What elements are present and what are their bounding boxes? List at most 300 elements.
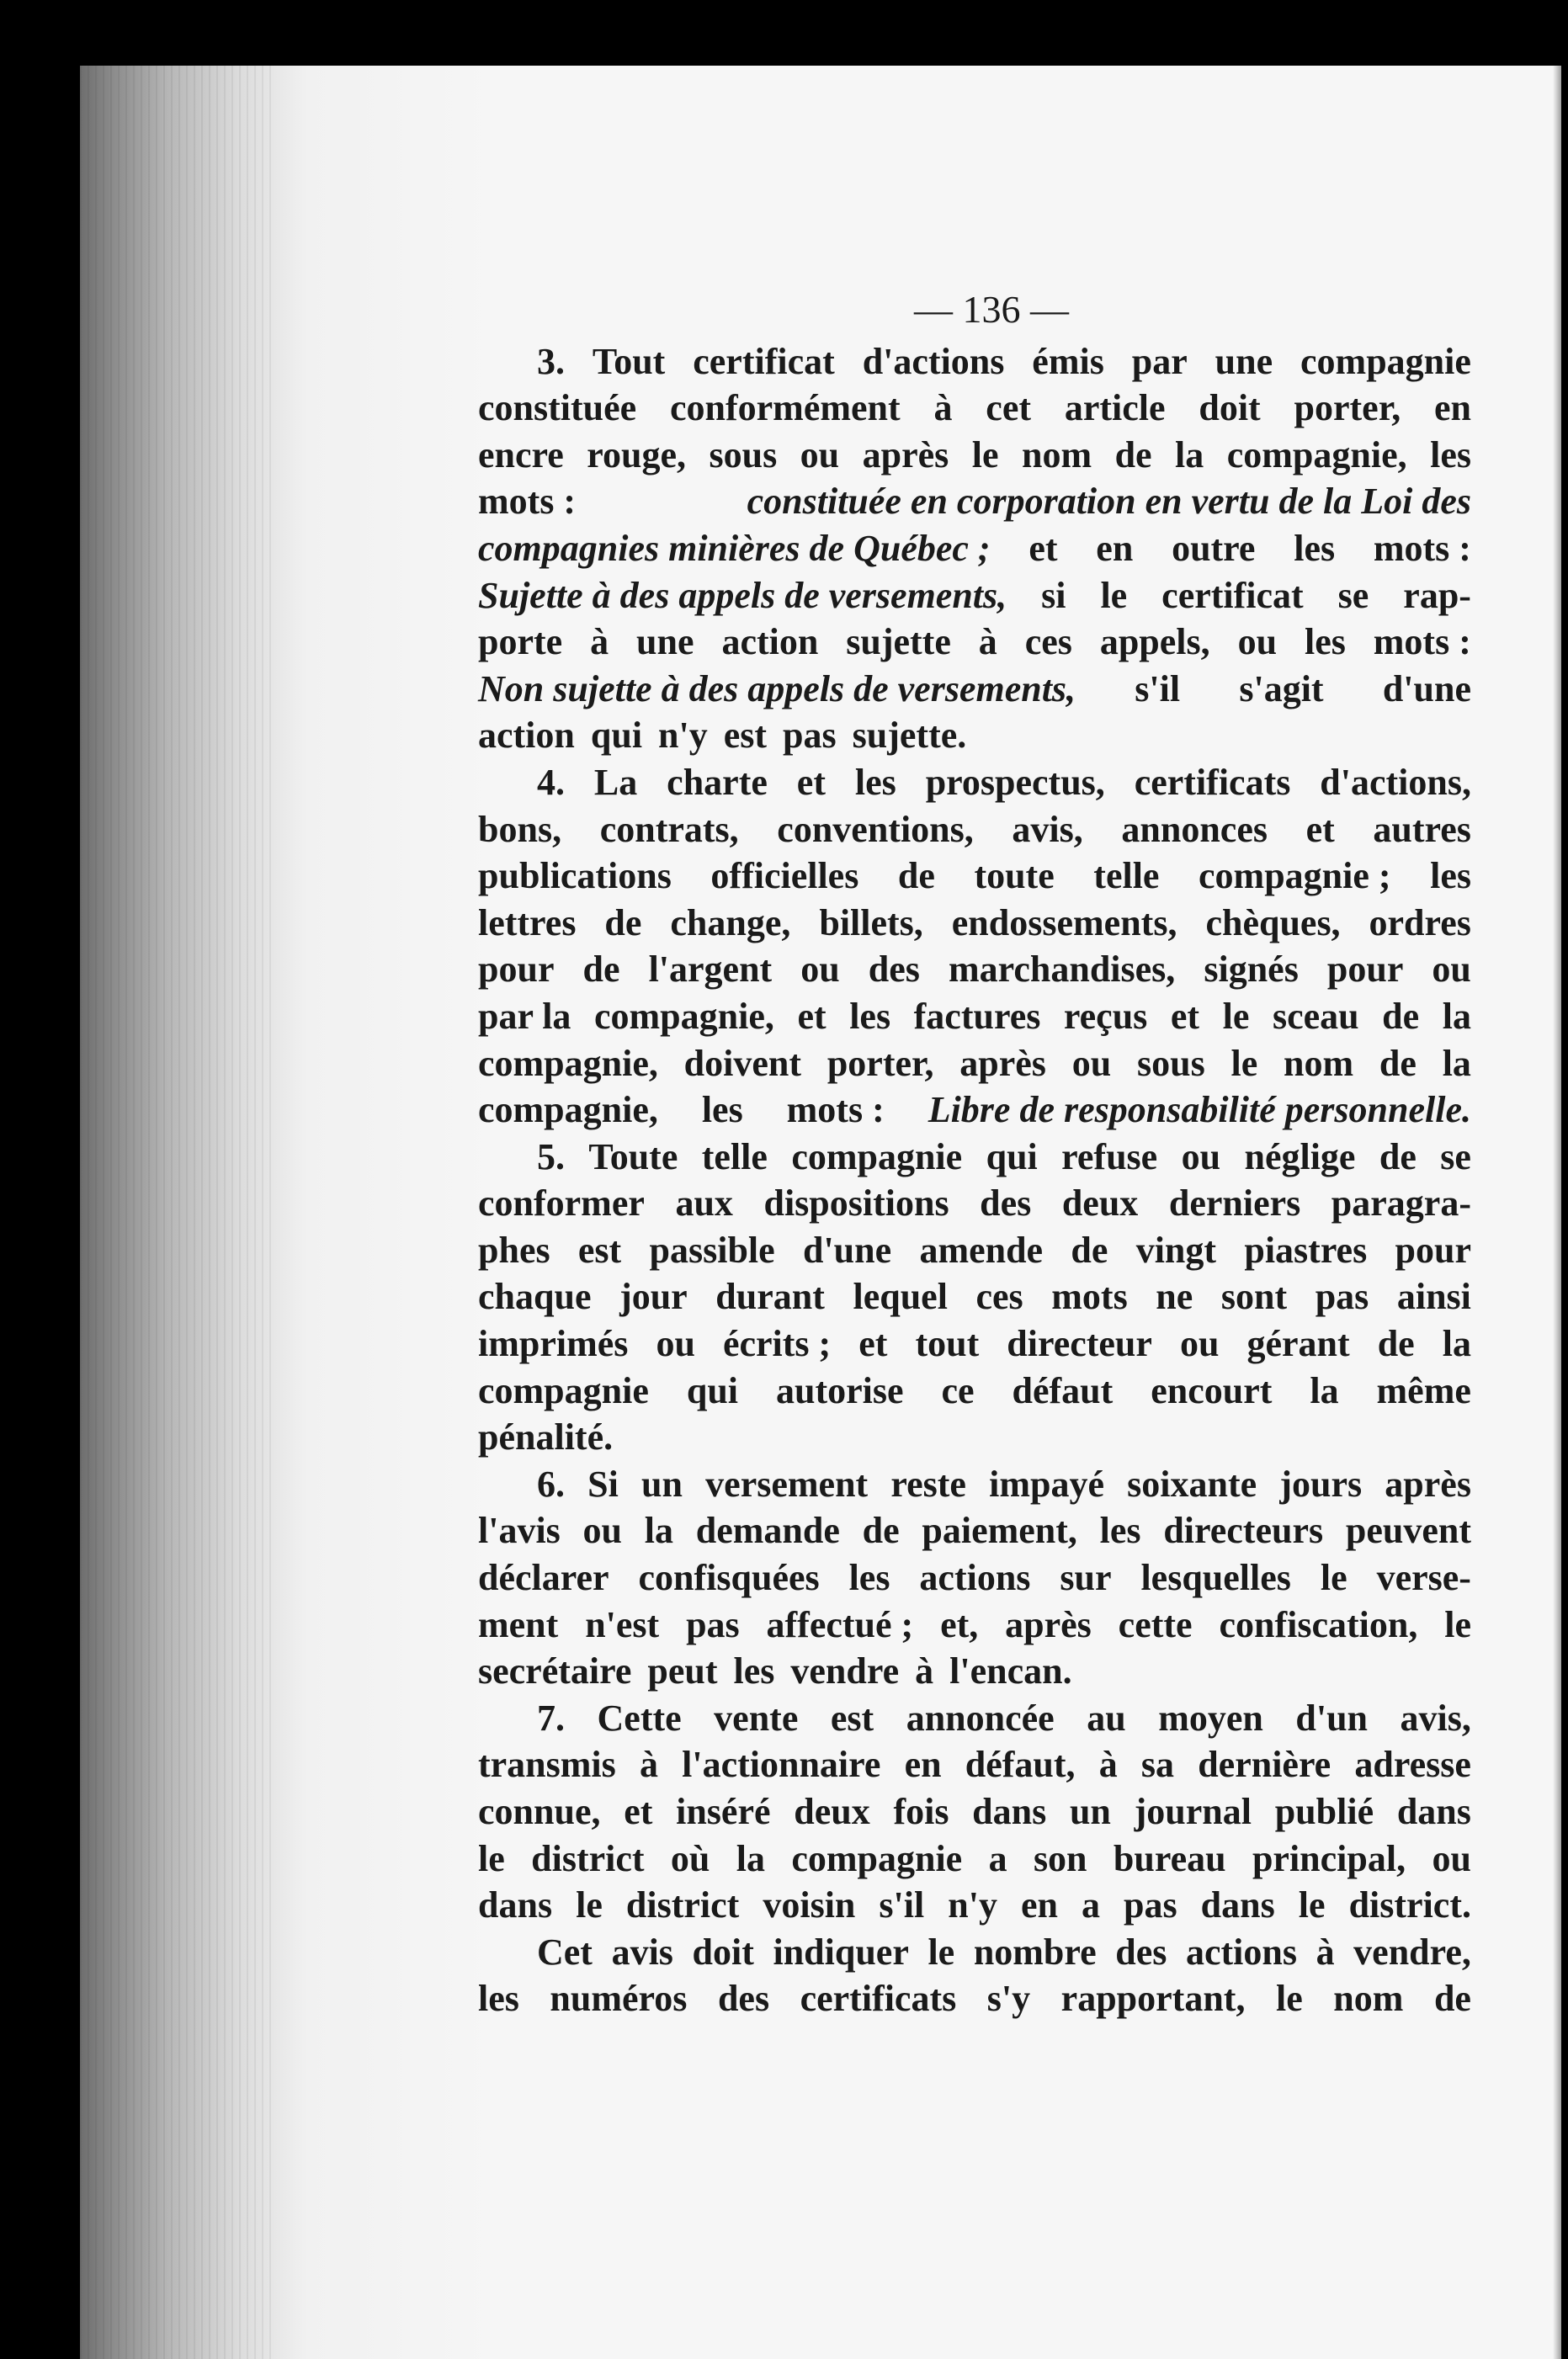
word: à	[1098, 1744, 1118, 1786]
word: action	[721, 621, 819, 663]
word: encourt	[1151, 1369, 1273, 1411]
word: sa	[1140, 1744, 1175, 1786]
word: officielles	[710, 855, 859, 897]
word: de	[1379, 1042, 1417, 1084]
word: le	[1275, 1978, 1303, 2020]
word: jours	[1279, 1463, 1363, 1505]
word: un	[1069, 1791, 1111, 1832]
word: les	[1304, 621, 1346, 663]
word: des	[717, 1978, 770, 2020]
word: compagnie,	[478, 1042, 658, 1084]
word: pas	[686, 1603, 740, 1645]
word: de	[604, 901, 642, 943]
word: sous	[709, 433, 778, 476]
word: le	[971, 433, 999, 476]
word: confisquées	[638, 1557, 820, 1599]
word: peuvent	[1345, 1510, 1471, 1552]
word: sceau	[1272, 995, 1359, 1037]
word: cette	[1118, 1603, 1193, 1645]
word: passible	[649, 1229, 775, 1271]
word: dans	[972, 1791, 1047, 1832]
word: reste	[890, 1463, 966, 1505]
word: chaque	[478, 1276, 592, 1318]
page-text-block	[478, 286, 1471, 2022]
word: phes	[478, 1229, 550, 1271]
word: par	[1131, 340, 1188, 382]
word: nom	[1021, 433, 1092, 476]
word: le	[1444, 1603, 1471, 1645]
word: article	[1064, 387, 1166, 429]
text-line	[478, 1836, 1471, 1883]
word: n'y	[948, 1884, 997, 1926]
word: la	[1442, 995, 1471, 1037]
word: derniers	[1168, 1182, 1301, 1225]
word: fois	[893, 1791, 949, 1832]
word: actions	[1185, 1931, 1297, 1973]
word: mots :	[786, 1089, 885, 1131]
word: à	[1316, 1931, 1335, 1973]
word: rap-	[1403, 574, 1471, 616]
word: sujette	[846, 621, 951, 663]
word: ou	[1432, 948, 1471, 991]
word: connue,	[478, 1791, 601, 1832]
page-number: — 136 —	[914, 288, 1069, 331]
word: verse-	[1376, 1557, 1471, 1599]
word: après	[959, 1042, 1046, 1084]
word: 6.	[537, 1463, 565, 1505]
word: pour	[1326, 948, 1404, 991]
word: après	[1005, 1603, 1092, 1645]
word: annonces	[1121, 808, 1268, 850]
word: des	[980, 1182, 1032, 1225]
word: compagnie ;	[1199, 855, 1391, 897]
word: l'avis	[478, 1510, 561, 1552]
word: le	[576, 1884, 603, 1926]
text-line	[478, 1087, 1471, 1134]
text-line	[478, 993, 1471, 1040]
word: ainsi	[1396, 1276, 1471, 1318]
text-line	[478, 1227, 1471, 1274]
word: ce	[941, 1369, 975, 1411]
word: dans	[1396, 1791, 1471, 1832]
word: le	[1222, 995, 1250, 1037]
word: le	[1298, 1884, 1326, 1926]
text-line	[478, 1648, 1471, 1695]
word: de	[1433, 1978, 1471, 2020]
text-line	[478, 619, 1471, 666]
word: pas	[1124, 1884, 1177, 1926]
text-line	[478, 1368, 1471, 1415]
text-line	[478, 1695, 1471, 1742]
word: constituée en corporation en vertu de la Loi des	[747, 481, 1471, 523]
word: d'actions	[862, 340, 1005, 382]
word: d'actions,	[1320, 761, 1471, 803]
word: versement	[705, 1463, 869, 1505]
word: les	[478, 1978, 519, 2020]
word: ou	[800, 948, 840, 991]
text-line	[478, 1882, 1471, 1929]
word: pas	[1315, 1276, 1369, 1318]
word: prospectus,	[925, 761, 1105, 803]
text-line	[478, 525, 1471, 572]
text-line	[478, 1554, 1471, 1602]
word: l'actionnaire	[682, 1744, 881, 1786]
word: la	[736, 1837, 765, 1879]
word: La	[593, 761, 638, 803]
word: appels,	[1099, 621, 1210, 663]
word: bureau	[1113, 1837, 1226, 1879]
word: contrats,	[599, 808, 739, 850]
page-edge-shadow	[1553, 66, 1561, 2359]
word: nom	[1284, 1042, 1354, 1084]
word: Libre de responsabilité personnelle.	[928, 1089, 1471, 1131]
word: qui	[986, 1135, 1038, 1177]
word: se	[1440, 1135, 1471, 1177]
text-line	[478, 572, 1471, 619]
word: Si	[587, 1463, 619, 1505]
word: compagnie	[1300, 340, 1471, 382]
text-line	[478, 1040, 1471, 1087]
word: 7.	[537, 1697, 565, 1739]
word: porte	[478, 621, 563, 663]
word: des	[1115, 1931, 1167, 1973]
word: est	[577, 1229, 622, 1271]
word: secrétaire peut les vendre à l'encan.	[478, 1650, 1072, 1692]
word: ces	[975, 1276, 1023, 1318]
paragraph-lines	[478, 338, 1471, 2022]
word: lesquelles	[1140, 1557, 1291, 1599]
word: bons,	[478, 808, 562, 850]
word: une	[1215, 340, 1273, 382]
word: de	[1379, 1135, 1417, 1177]
text-line	[478, 1461, 1471, 1508]
word: et	[797, 995, 827, 1037]
text-line	[478, 385, 1471, 432]
word: son	[1033, 1837, 1087, 1879]
word: les	[849, 995, 891, 1037]
word: la	[1310, 1369, 1339, 1411]
word: action qui n'y est pas sujette.	[478, 715, 967, 757]
word: 4.	[537, 761, 565, 803]
word: rapportant,	[1060, 1978, 1246, 2020]
word: les	[1099, 1510, 1141, 1552]
word: avis	[611, 1931, 673, 1973]
word: annoncée	[906, 1697, 1055, 1739]
word: le	[1100, 574, 1128, 616]
word: se	[1337, 574, 1369, 616]
word: adresse	[1354, 1744, 1471, 1786]
word: amende	[919, 1229, 1044, 1271]
word: et,	[940, 1603, 979, 1645]
word: aux	[675, 1182, 733, 1225]
word: factures	[913, 995, 1041, 1037]
word: d'une	[1382, 667, 1471, 709]
text-line	[478, 1180, 1471, 1227]
word: Tout	[592, 340, 666, 382]
binding-gutter	[80, 66, 274, 2359]
word: certificat	[1161, 574, 1304, 616]
text-line	[478, 712, 1471, 759]
word: vendre,	[1353, 1931, 1471, 1973]
word: déclarer	[478, 1557, 609, 1599]
text-line	[478, 900, 1471, 947]
word: ou	[582, 1510, 623, 1552]
word: ne	[1156, 1276, 1193, 1318]
text-line	[478, 1414, 1471, 1461]
word: porter,	[827, 1042, 934, 1084]
word: de	[897, 855, 935, 897]
text-line	[478, 1929, 1471, 1976]
word: numéros	[550, 1978, 688, 2020]
word: 3.	[537, 340, 565, 382]
word: a	[988, 1837, 1007, 1879]
word: par la	[478, 995, 571, 1037]
word: chèques,	[1205, 901, 1341, 943]
word: avis,	[1400, 1697, 1471, 1739]
word: Toute	[588, 1135, 678, 1177]
word: de	[1377, 1323, 1415, 1365]
word: indiquer	[773, 1931, 909, 1973]
word: lettres	[478, 901, 577, 943]
word: le	[478, 1837, 505, 1879]
text-line	[478, 666, 1471, 713]
word: compagnie	[791, 1837, 963, 1879]
word: d'un	[1295, 1697, 1369, 1739]
word: autres	[1373, 808, 1471, 850]
word: tout	[915, 1323, 980, 1365]
word: est	[830, 1697, 874, 1739]
word: sous	[1136, 1042, 1205, 1084]
word: les	[1430, 855, 1471, 897]
word: même	[1376, 1369, 1471, 1411]
word: qui	[686, 1369, 739, 1411]
word: ou	[1181, 1135, 1221, 1177]
word: défaut,	[965, 1744, 1076, 1786]
word: défaut	[1012, 1369, 1114, 1411]
word: s'agit	[1239, 667, 1324, 709]
word: ou	[1071, 1042, 1112, 1084]
word: deux	[794, 1791, 870, 1832]
text-line	[478, 478, 1471, 525]
word: et	[624, 1791, 653, 1832]
word: s'il	[879, 1884, 925, 1926]
word: dernière	[1198, 1744, 1331, 1786]
text-line	[478, 1602, 1471, 1649]
word: voisin	[763, 1884, 856, 1926]
word: cet	[986, 387, 1032, 429]
word: doivent	[683, 1042, 802, 1084]
word: marchandises,	[948, 948, 1176, 991]
word: nombre	[973, 1931, 1097, 1973]
word: les	[848, 1557, 890, 1599]
word: conventions,	[777, 808, 974, 850]
word: mots :	[478, 481, 577, 523]
word: toute	[974, 855, 1055, 897]
word: l'argent	[648, 948, 773, 991]
word: dispositions	[763, 1182, 949, 1225]
word: gérant	[1246, 1323, 1350, 1365]
word: jour	[619, 1276, 688, 1318]
word: mots :	[1373, 527, 1471, 569]
word: pour	[478, 948, 555, 991]
word: soixante	[1127, 1463, 1257, 1505]
word: outre	[1172, 527, 1256, 569]
word: à	[933, 387, 953, 429]
word: ou	[656, 1323, 695, 1365]
word: où	[670, 1837, 710, 1879]
word: a	[1082, 1884, 1101, 1926]
word: district	[625, 1884, 740, 1926]
word: une	[636, 621, 694, 663]
word: le	[928, 1931, 955, 1973]
word: paragra-	[1331, 1182, 1471, 1225]
word: nom	[1333, 1978, 1404, 2020]
word: telle	[1093, 855, 1160, 897]
word: publié	[1274, 1791, 1374, 1832]
word: ou	[1432, 1837, 1471, 1879]
word: piastres	[1244, 1229, 1368, 1271]
word: dans	[1200, 1884, 1275, 1926]
word: ordres	[1369, 901, 1471, 943]
word: refuse	[1061, 1135, 1158, 1177]
word: signés	[1204, 948, 1299, 991]
word: reçus	[1063, 995, 1148, 1037]
text-line	[478, 1975, 1471, 2022]
word: en	[1434, 387, 1471, 429]
word: certificats	[1134, 761, 1291, 803]
word: vingt	[1135, 1229, 1217, 1271]
word: certificat	[693, 340, 835, 382]
text-line	[478, 759, 1471, 806]
word: ou	[800, 433, 840, 476]
text-line	[478, 1507, 1471, 1554]
word: n'est	[585, 1603, 660, 1645]
word: émis	[1032, 340, 1104, 382]
word: telle	[701, 1135, 768, 1177]
text-line	[478, 338, 1471, 385]
word: actions	[919, 1557, 1031, 1599]
word: Cet	[537, 1931, 593, 1973]
word: à	[978, 621, 997, 663]
word: endossements,	[951, 901, 1177, 943]
word: rouge,	[587, 433, 686, 476]
word: imprimés	[478, 1323, 629, 1365]
word: en	[1096, 527, 1134, 569]
word: avis,	[1012, 808, 1083, 850]
word: s'y	[986, 1978, 1031, 2020]
word: sont	[1220, 1276, 1288, 1318]
word: charte	[667, 761, 768, 803]
word: le	[1320, 1557, 1347, 1599]
word: de	[582, 948, 620, 991]
word: et	[858, 1323, 888, 1365]
word: les	[1430, 433, 1471, 476]
word: affectué ;	[766, 1603, 914, 1645]
word: au	[1087, 1697, 1126, 1739]
word: ment	[478, 1603, 559, 1645]
word: demande	[695, 1510, 840, 1552]
word: billets,	[819, 901, 923, 943]
word: mots	[1051, 1276, 1128, 1318]
word: Sujette à des appels de versements,	[478, 574, 1007, 616]
word: de	[1071, 1229, 1108, 1271]
word: change,	[670, 901, 791, 943]
word: à	[590, 621, 609, 663]
word: la	[644, 1510, 674, 1552]
text-line	[478, 1134, 1471, 1181]
word: conformer	[478, 1182, 645, 1225]
word: si	[1041, 574, 1066, 616]
word: pour	[1395, 1229, 1471, 1271]
word: directeurs	[1163, 1510, 1324, 1552]
word: compagnie	[791, 1135, 963, 1177]
word: après	[1385, 1463, 1471, 1505]
text-line	[478, 1788, 1471, 1836]
word: ou	[1179, 1323, 1220, 1365]
word: s'il	[1135, 667, 1181, 709]
word: et	[1170, 995, 1200, 1037]
word: directeur	[1007, 1323, 1152, 1365]
word: constituée	[478, 387, 637, 429]
text-line	[478, 1320, 1471, 1368]
word: transmis	[478, 1744, 616, 1786]
word: district.	[1348, 1884, 1471, 1926]
word: doit	[692, 1931, 754, 1973]
word: écrits ;	[722, 1323, 832, 1365]
word: ces	[1024, 621, 1072, 663]
word: la	[1442, 1323, 1471, 1365]
text-line	[478, 806, 1471, 853]
word: deux	[1061, 1182, 1139, 1225]
word: des	[868, 948, 920, 991]
text-line	[478, 946, 1471, 993]
text-line	[478, 1273, 1471, 1320]
word: impayé	[989, 1463, 1104, 1505]
word: mots :	[1373, 621, 1471, 663]
word: paiement,	[922, 1510, 1077, 1552]
word: pénalité.	[478, 1416, 614, 1458]
word: compagnie,	[478, 1089, 658, 1131]
word: doit	[1199, 387, 1261, 429]
word: néglige	[1244, 1135, 1356, 1177]
word: journal	[1134, 1791, 1252, 1832]
word: et	[1029, 527, 1058, 569]
word: autorise	[775, 1369, 904, 1411]
word: et	[796, 761, 826, 803]
word: porter,	[1294, 387, 1401, 429]
word: d'une	[802, 1229, 892, 1271]
word: compagnie	[478, 1369, 649, 1411]
word: sur	[1060, 1557, 1112, 1599]
word: durant	[715, 1276, 825, 1318]
word: compagnie,	[1226, 433, 1407, 476]
word: conformément	[670, 387, 901, 429]
word: Non sujette à des appels de versements,	[478, 667, 1076, 709]
word: après	[862, 433, 949, 476]
word: moyen	[1158, 1697, 1263, 1739]
word: encre	[478, 433, 564, 476]
text-line	[478, 432, 1471, 479]
word: de	[862, 1510, 900, 1552]
word: les	[1294, 527, 1336, 569]
word: de	[1382, 995, 1420, 1037]
word: en	[904, 1744, 942, 1786]
word: les	[701, 1089, 743, 1131]
word: en	[1020, 1884, 1058, 1926]
word: de	[1114, 433, 1152, 476]
word: compagnie,	[594, 995, 774, 1037]
word: inséré	[676, 1791, 771, 1832]
